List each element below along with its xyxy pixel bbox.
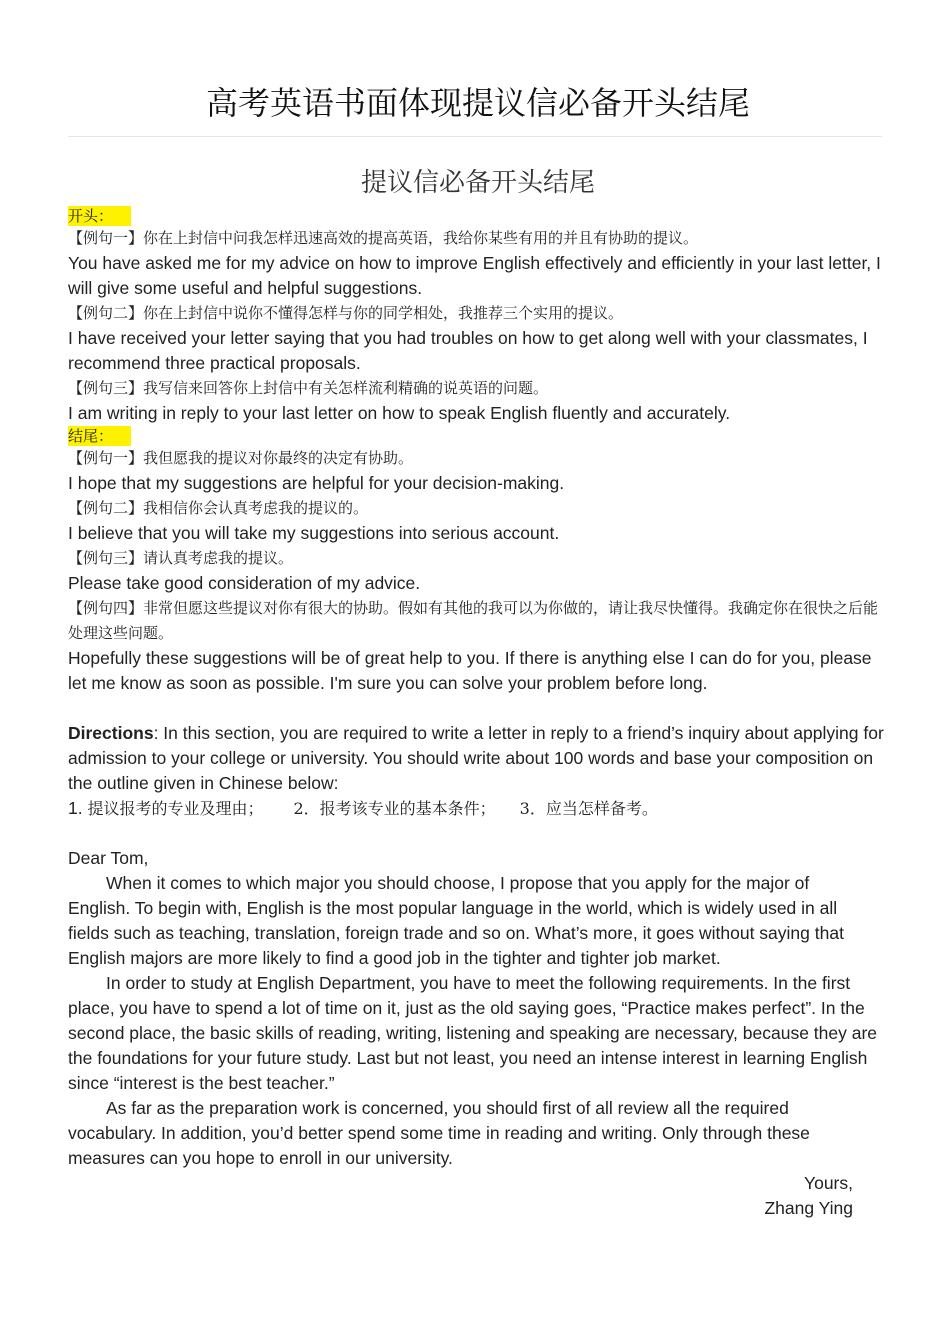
letter-paragraph-1: When it comes to which major you should choose, I propose that you apply for the major of English. To begin with, English is the most popular language in the world, which is widely used in all fields such as teaching, translation, foreign trade and so on. What’s more, it goes without saying that English majors are more likely to find a good job in the tighter and tighter job market. [68,873,844,968]
spacer [68,696,888,721]
letter-salutation: Dear Tom, [68,848,149,868]
title-divider [68,136,882,137]
directions-label: Directions [68,723,154,743]
ending-example-4-en: Hopefully these suggestions will be of great help to you. If there is anything else I can do for you, please let me know as soon as possible. I'm sure you can solve your problem before long. [68,648,872,693]
ending-label: 结尾： [68,426,131,446]
outline-item-2: 2．报考该专业的基本条件； [293,799,496,818]
ending-example-4-cn: 【例句四】非常但愿这些提议对你有很大的协助。假如有其他的我可以为你做的，请让我尽快懂得。我确定你在很快之后能处理这些问题。 [68,599,879,642]
ending-examples [68,446,888,696]
opening-label: 开头： [68,206,131,226]
outline-item-3: 3．应当怎样备考。 [519,799,658,818]
letter-closing: Yours, [804,1173,853,1193]
opening-examples [68,226,888,426]
letter-signature: Zhang Ying [764,1198,853,1218]
opening-example-2-cn: 【例句二】你在上封信中说你不懂得怎样与你的同学相处，我推荐三个实用的提议。 [68,304,624,322]
spacer [68,821,888,846]
directions-paragraph [68,721,888,796]
letter-paragraph-3: As far as the preparation work is concerned, you should first of all review all the required vocabulary. In addition, you’d better spend some time in reading and writing. Only through these measures can you hope to enroll in our university. [68,1098,810,1168]
ending-example-2-en: I believe that you will take my suggestions into serious account. [68,523,560,543]
section-title: 提议信必备开头结尾 [360,168,595,198]
opening-example-2-en: I have received your letter saying that you had troubles on how to get along well with your classmates, I recommend three practical proposals. [68,328,868,373]
opening-example-1-cn: 【例句一】你在上封信中问我怎样迅速高效的提高英语，我给你某些有用的并且有协助的提议。 [68,229,699,247]
outline-number-1: 1. [68,798,88,818]
page-title: 高考英语书面体现提议信必备开头结尾 [205,84,750,122]
opening-example-1-en: You have asked me for my advice on how to improve English effectively and efficiently in your last letter, I will give some useful and helpful suggestions. [68,253,881,298]
composition-outline [68,796,888,821]
opening-example-3-en: I am writing in reply to your last letter on how to speak English fluently and accurately. [68,403,731,423]
opening-example-3-cn: 【例句三】我写信来回答你上封信中有关怎样流利精确的说英语的问题。 [68,379,549,397]
ending-example-2-cn: 【例句二】我相信你会认真考虑我的提议的。 [68,499,369,517]
directions-text: : In this section, you are required to write a letter in reply to a friend’s inquiry about applying for admission to your college or university. You should write about 100 words and base your composition on the outline given in Chinese below: [68,723,884,793]
ending-example-1-en: I hope that my suggestions are helpful for your decision-making. [68,473,565,493]
ending-example-3-cn: 【例句三】请认真考虑我的提议。 [68,549,294,567]
ending-example-3-en: Please take good consideration of my advice. [68,573,421,593]
document-body [68,206,888,1221]
ending-example-1-cn: 【例句一】我但愿我的提议对你最终的决定有协助。 [68,449,414,467]
outline-item-1: 提议报考的专业及理由； [87,799,264,818]
letter-paragraph-2: In order to study at English Department, you have to meet the following requirements. In the first place, you have to spend a lot of time on it, just as the old saying goes, “Practice makes perfect”. In the second place, the basic skills of reading, writing, listening and speaking are necessary, because they are the foundations for your future study. Last but not least, you need an intense interest in learning English since “interest is the best teacher.” [68,973,878,1093]
